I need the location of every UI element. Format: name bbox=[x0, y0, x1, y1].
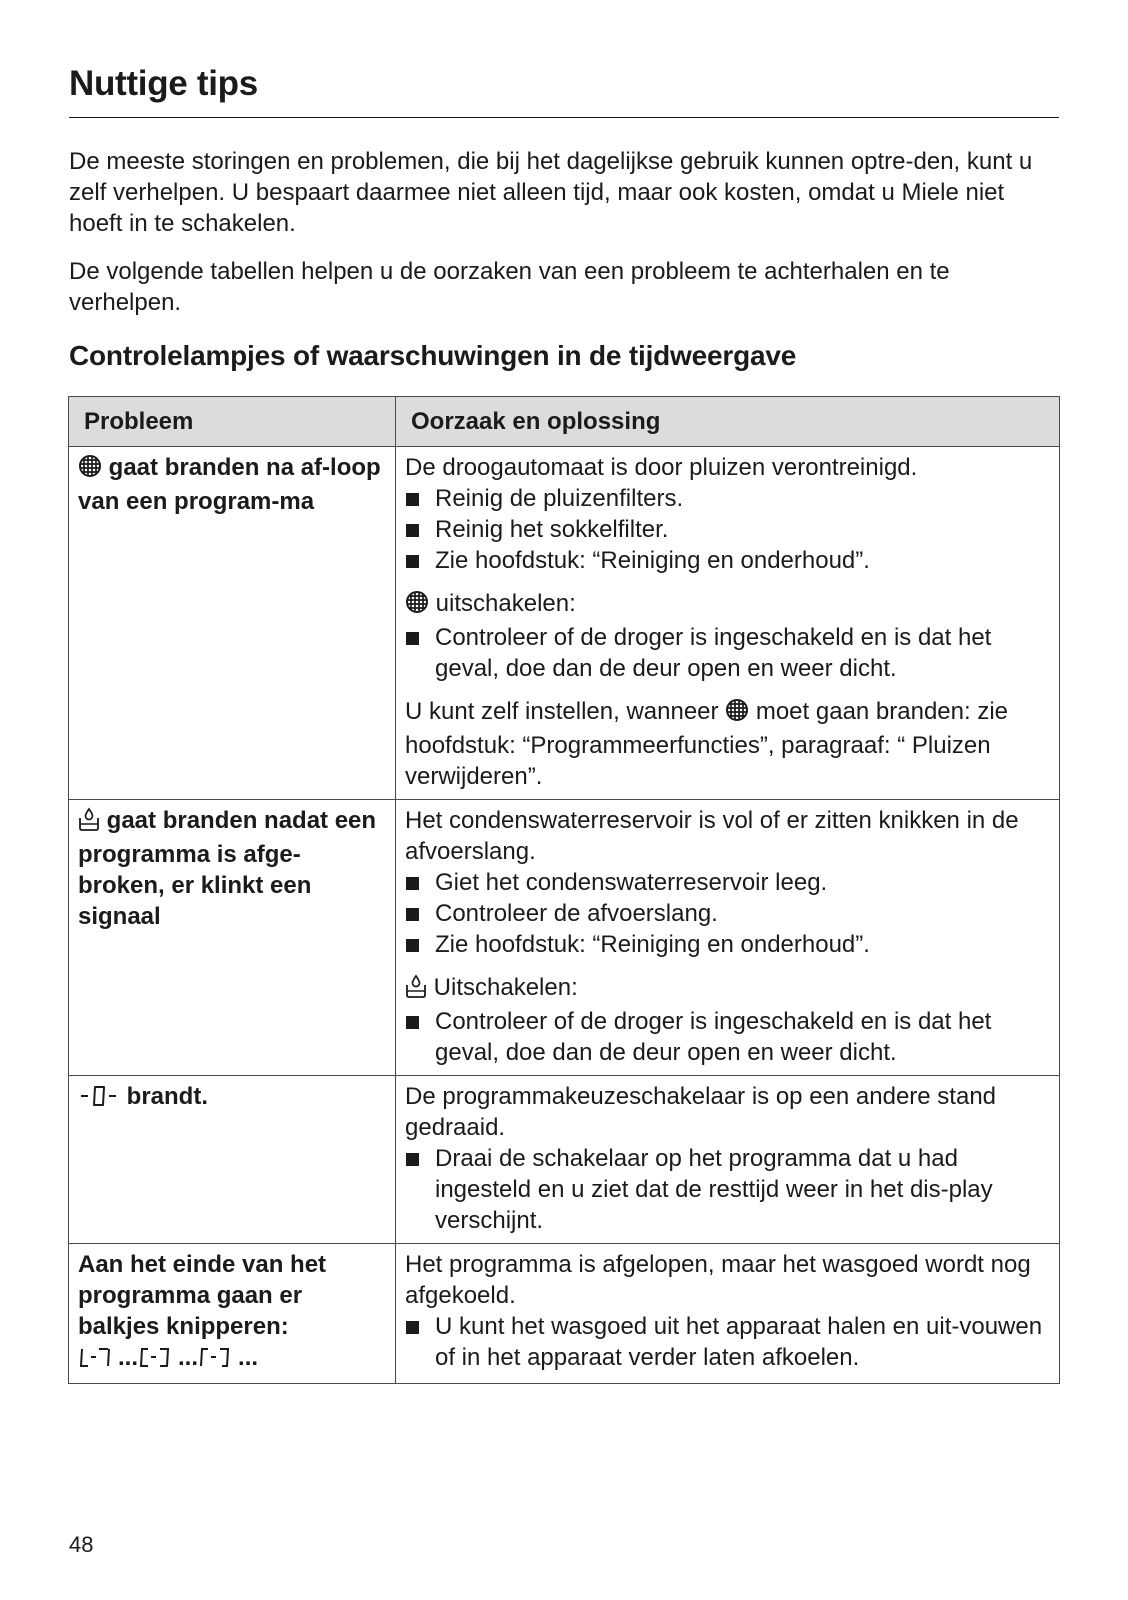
page-number: 48 bbox=[69, 1532, 94, 1557]
switch-off-heading bbox=[405, 972, 1049, 1006]
bar-separator: ... bbox=[238, 1344, 259, 1371]
display-zero-segment-icon bbox=[78, 1084, 120, 1115]
bullet-square-icon bbox=[406, 555, 419, 568]
section-heading: Controlelampjes of waarschuwingen in de tijdweergave bbox=[69, 340, 797, 371]
table-row bbox=[69, 800, 1060, 1076]
list-item-text: Controleer of de droger is ingeschakeld en is dat het geval, doe dan de deur open en weer dicht. bbox=[435, 624, 992, 682]
problem-text: gaat branden na af-loop van een program-ma bbox=[78, 454, 381, 515]
list-item bbox=[405, 622, 1049, 684]
bullet-square-icon bbox=[406, 1016, 419, 1029]
progress-bar-segment-icon bbox=[138, 1345, 178, 1376]
list-item-text: Zie hoofdstuk: “Reiniging en onderhoud”. bbox=[435, 547, 870, 574]
list-item bbox=[405, 514, 1049, 545]
cause-text: Het programma is afgelopen, maar het wasgoed wordt nog afgekoeld. bbox=[405, 1251, 1031, 1309]
list-item-text: Reinig de pluizenfilters. bbox=[435, 485, 684, 512]
cause-text: De programmakeuzeschakelaar is op een andere stand gedraaid. bbox=[405, 1083, 997, 1141]
intro-paragraph-1: De meeste storingen en problemen, die bij het dagelijkse gebruik kunnen optre-den, kunt u zelf verhelpen. U bespaart daarmee niet alleen tijd, maar ook kosten, omdat u Miele niet hoeft in te schakelen. bbox=[69, 148, 1033, 237]
cause-text: Het condenswaterreservoir is vol of er zitten knikken in de afvoerslang. bbox=[405, 807, 1019, 865]
problem-cell bbox=[69, 800, 396, 1076]
troubleshooting-table bbox=[68, 396, 1060, 1384]
list-item-text: Draai de schakelaar op het programma dat u had ingesteld en u ziet dat de resttijd weer in het dis-play verschijnt. bbox=[435, 1145, 993, 1234]
solution-list bbox=[405, 622, 1049, 684]
solution-list bbox=[405, 483, 1049, 576]
column-header-solution: Oorzaak en oplossing bbox=[396, 397, 1060, 447]
cause-text: De droogautomaat is door pluizen verontreinigd. bbox=[405, 454, 918, 481]
list-item-text: Controleer of de droger is ingeschakeld en is dat het geval, doe dan de deur open en weer dicht. bbox=[435, 1008, 992, 1066]
lint-filter-icon bbox=[405, 590, 429, 622]
solution-list bbox=[405, 867, 1049, 960]
list-item-text: Controleer de afvoerslang. bbox=[435, 900, 718, 927]
bar-separator: ... bbox=[178, 1344, 199, 1371]
problem-cell bbox=[69, 447, 396, 800]
list-item bbox=[405, 867, 1049, 898]
solution-list bbox=[405, 1006, 1049, 1068]
problem-text: brandt. bbox=[126, 1083, 208, 1110]
solution-list bbox=[405, 1311, 1049, 1373]
list-item-text: Giet het condenswaterreservoir leeg. bbox=[435, 869, 828, 896]
bullet-square-icon bbox=[406, 908, 419, 921]
solution-cell bbox=[396, 447, 1060, 800]
solution-cell bbox=[396, 800, 1060, 1076]
list-item bbox=[405, 1006, 1049, 1068]
switch-off-label: Uitschakelen: bbox=[433, 974, 578, 1001]
condenser-container-icon bbox=[405, 974, 427, 1006]
lint-filter-icon bbox=[725, 698, 749, 730]
bullet-square-icon bbox=[406, 632, 419, 645]
list-item bbox=[405, 898, 1049, 929]
settings-note-text-after: moet gaan branden: zie hoofdstuk: “Programmeerfuncties”, paragraaf: “ Pluizen verwijderen”. bbox=[405, 698, 1009, 790]
list-item bbox=[405, 1143, 1049, 1236]
table-row bbox=[69, 1244, 1060, 1384]
list-item bbox=[405, 483, 1049, 514]
list-item bbox=[405, 545, 1049, 576]
settings-note bbox=[405, 696, 1049, 792]
list-item bbox=[405, 1311, 1049, 1373]
problem-text: Aan het einde van het programma gaan er balkjes knipperen: bbox=[78, 1251, 327, 1340]
bar-separator: ... bbox=[118, 1344, 139, 1371]
intro-paragraph-2: De volgende tabellen helpen u de oorzaken van een probleem te achterhalen en te verhelpen. bbox=[69, 258, 950, 316]
switch-off-heading bbox=[405, 588, 1049, 622]
switch-off-label: uitschakelen: bbox=[435, 590, 576, 617]
column-header-problem: Probleem bbox=[69, 397, 396, 447]
bullet-square-icon bbox=[406, 524, 419, 537]
problem-cell bbox=[69, 1244, 396, 1384]
title-divider bbox=[69, 117, 1059, 118]
problem-cell bbox=[69, 1076, 396, 1244]
solution-list bbox=[405, 1143, 1049, 1236]
bullet-square-icon bbox=[406, 939, 419, 952]
solution-cell bbox=[396, 1244, 1060, 1384]
list-item bbox=[405, 929, 1049, 960]
progress-bar-segment-icon bbox=[78, 1345, 118, 1376]
list-item-text: Reinig het sokkelfilter. bbox=[435, 516, 669, 543]
list-item-text: U kunt het wasgoed uit het apparaat halen en uit-vouwen of in het apparaat verder laten afkoelen. bbox=[435, 1313, 1043, 1371]
page-title: Nuttige tips bbox=[69, 64, 258, 103]
table-header-row bbox=[69, 397, 1060, 447]
bullet-square-icon bbox=[406, 493, 419, 506]
settings-note-text-before: U kunt zelf instellen, wanneer bbox=[405, 698, 719, 725]
table-row bbox=[69, 447, 1060, 800]
bullet-square-icon bbox=[406, 1321, 419, 1334]
list-item-text: Zie hoofdstuk: “Reiniging en onderhoud”. bbox=[435, 931, 870, 958]
lint-filter-icon bbox=[78, 454, 102, 486]
solution-cell bbox=[396, 1076, 1060, 1244]
table-row bbox=[69, 1076, 1060, 1244]
bullet-square-icon bbox=[406, 877, 419, 890]
blinking-bars-sequence bbox=[78, 1344, 258, 1371]
problem-text: gaat branden nadat een programma is afge-broken, er klinkt een signaal bbox=[78, 807, 377, 930]
progress-bar-segment-icon bbox=[198, 1345, 238, 1376]
condenser-container-icon bbox=[78, 807, 100, 839]
bullet-square-icon bbox=[406, 1153, 419, 1166]
